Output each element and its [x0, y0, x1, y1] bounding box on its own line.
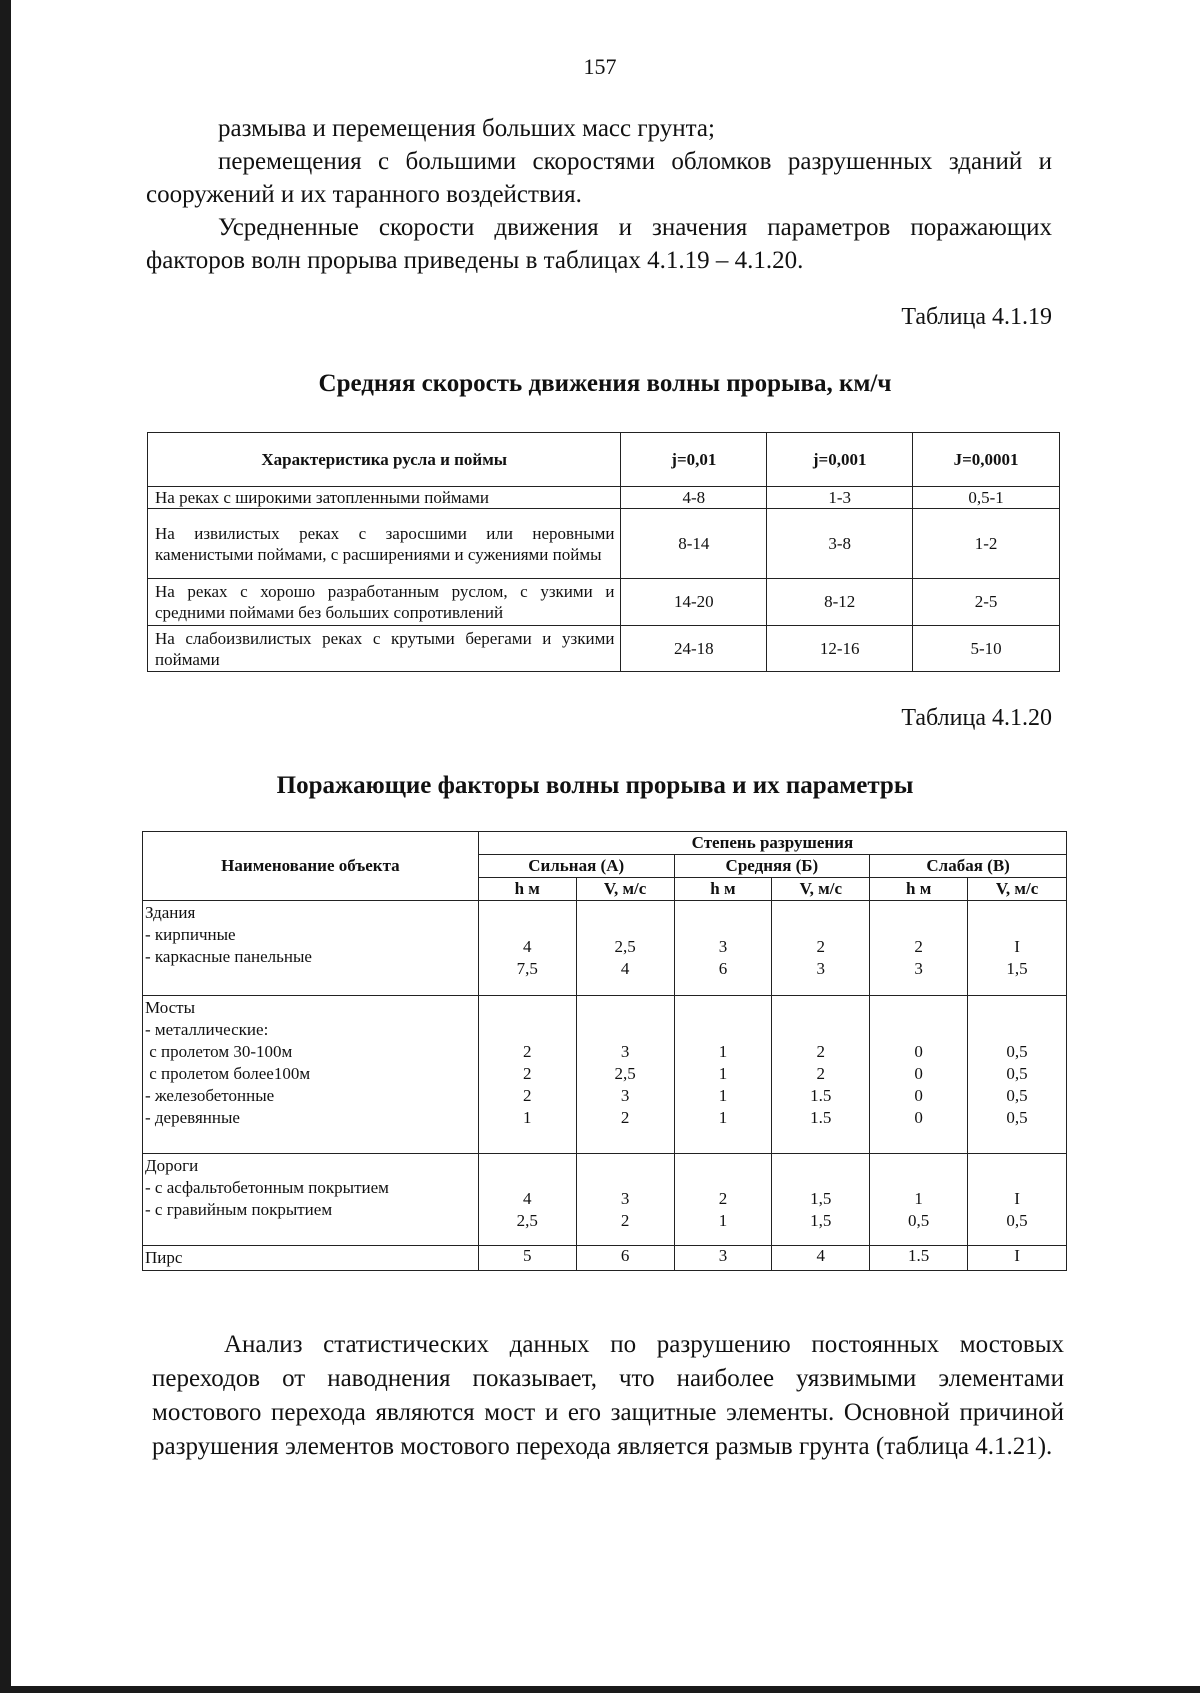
object-line: - с асфальтобетонным покрытием: [145, 1178, 389, 1197]
value: 0,5: [1006, 1042, 1028, 1061]
table2-value-cell: 1.5: [870, 1246, 968, 1271]
value: 1: [914, 1189, 923, 1208]
value: 3: [914, 959, 923, 978]
value: 4: [522, 1189, 532, 1208]
table2-sub-h: h м: [478, 878, 576, 901]
table2-value-cell: [478, 901, 576, 996]
table2-value-cell: 6: [576, 1246, 674, 1271]
value: 1: [718, 1042, 728, 1061]
object-line: - кирпичные: [145, 925, 236, 944]
table1-title: Средняя скорость движения волны прорыва, км/ч: [318, 370, 892, 397]
table-row: [143, 901, 1067, 996]
value: 0,5: [1006, 1086, 1028, 1105]
value: I: [1014, 937, 1020, 956]
table2-value-cell: [674, 901, 772, 996]
table-row: [143, 1246, 1067, 1271]
table1-value-cell: 0,5-1: [913, 487, 1060, 509]
table1-char-cell: На реках с широкими затопленными поймами: [148, 487, 621, 509]
table2-value-cell: [772, 996, 870, 1154]
value: 2: [816, 1042, 826, 1061]
table2-value-cell: [968, 996, 1067, 1154]
table2-value-cell: [674, 996, 772, 1154]
table2-sub-v: V, м/с: [772, 878, 870, 901]
table1-river-speed: [147, 432, 1060, 672]
object-line: Здания: [145, 903, 196, 922]
table2-value-cell: [968, 1154, 1067, 1246]
value: 1.5: [810, 1108, 832, 1127]
table2-value-cell: [870, 1154, 968, 1246]
table2-group-weak: Слабая (В): [870, 855, 1067, 878]
table2-header-degree: Степень разрушения: [478, 832, 1066, 855]
value: 0,5: [1006, 1064, 1028, 1083]
value: 2: [620, 1108, 630, 1127]
table1-char-cell: На извилистых реках с заросшими или неровными каменистыми поймами, с расширениями и сужениями поймы: [148, 509, 621, 579]
table1-header-characteristic: Характеристика русла и поймы: [148, 433, 621, 487]
table2-value-cell: [674, 1154, 772, 1246]
table1-header-row: [148, 433, 1060, 487]
value: 0: [914, 1108, 923, 1127]
object-line: с пролетом более100м: [145, 1064, 311, 1083]
table1-value-cell: 8-12: [767, 579, 913, 626]
table2-value-cell: [576, 996, 674, 1154]
value: 2: [816, 937, 826, 956]
outro-text: [152, 1328, 1064, 1464]
value: 1: [718, 1108, 728, 1127]
value: 2: [718, 1189, 728, 1208]
table1-value-cell: 24-18: [621, 626, 767, 672]
table1-char-cell: На реках с хорошо разработанным руслом, с узкими и средними поймами без больших сопротивлений: [148, 579, 621, 626]
table-row: [148, 509, 1060, 579]
value: 0,5: [1006, 1108, 1028, 1127]
table1-label: Таблица 4.1.19: [901, 304, 1052, 330]
table1-char-cell: На слабоизвилистых реках с крутыми берегами и узкими поймами: [148, 626, 621, 672]
value: 1.5: [810, 1086, 832, 1105]
value: 3: [620, 1042, 630, 1061]
value: 1: [718, 1086, 728, 1105]
table2-value-cell: [478, 996, 576, 1154]
table2-object-cell: [143, 996, 479, 1154]
table2-label: Таблица 4.1.20: [901, 705, 1052, 731]
value: 1: [718, 1064, 728, 1083]
object-line: Мосты: [145, 998, 196, 1017]
table2-title: Поражающие факторы волны прорыва и их параметры: [276, 772, 914, 799]
object-line: - железобетонные: [145, 1086, 275, 1105]
table2-value-cell: 5: [478, 1246, 576, 1271]
table2-value-cell: [870, 996, 968, 1154]
object-line: Пирс: [145, 1248, 183, 1267]
value: 2: [522, 1086, 532, 1105]
value: 2,5: [614, 937, 636, 956]
table-row: [148, 487, 1060, 509]
table1-value-cell: 4-8: [621, 487, 767, 509]
object-line: Дороги: [145, 1156, 199, 1175]
table1-header-j3: J=0,0001: [913, 433, 1060, 487]
table1-value-cell: 5-10: [913, 626, 1060, 672]
value: 1: [718, 1211, 728, 1230]
table1-header-j1: j=0,01: [621, 433, 767, 487]
table-row: [143, 996, 1067, 1154]
object-line: - каркасные панельные: [145, 947, 312, 966]
table2-value-cell: [968, 901, 1067, 996]
table1-value-cell: 14-20: [621, 579, 767, 626]
table1-header-j2: j=0,001: [767, 433, 913, 487]
table1-value-cell: 2-5: [913, 579, 1060, 626]
table2-value-cell: [772, 1154, 870, 1246]
table1-value-cell: 3-8: [767, 509, 913, 579]
table2-object-cell: [143, 1246, 479, 1271]
value: 0,5: [1006, 1211, 1028, 1230]
table1-value-cell: 1-3: [767, 487, 913, 509]
table2-object-cell: [143, 901, 479, 996]
intro-text: [146, 112, 1052, 277]
value: 3: [620, 1189, 630, 1208]
table-row: [143, 1154, 1067, 1246]
table1-value-cell: 12-16: [767, 626, 913, 672]
table2-value-cell: 4: [772, 1246, 870, 1271]
table-row: [148, 579, 1060, 626]
table-row: [148, 626, 1060, 672]
value: 2: [816, 1064, 826, 1083]
table2-sub-v: V, м/с: [968, 878, 1067, 901]
intro-paragraph-3: Усредненные скорости движения и значения параметров поражающих факторов волн прорыва приведены в таблицах 4.1.19 – 4.1.20.: [146, 214, 1052, 274]
scan-border-left: [0, 0, 11, 1693]
value: 3: [718, 937, 728, 956]
intro-paragraph-2: перемещения с большими скоростями обломков разрушенных зданий и сооружений и их таранного воздействия.: [146, 148, 1052, 208]
table2-value-cell: [870, 901, 968, 996]
table2-group-strong: Сильная (А): [478, 855, 674, 878]
table2-value-cell: I: [968, 1246, 1067, 1271]
value: 0: [914, 1064, 923, 1083]
table2-sub-h: h м: [674, 878, 772, 901]
object-line: - металлические:: [145, 1020, 269, 1039]
value: 2: [914, 937, 923, 956]
page-number: 157: [583, 54, 617, 79]
value: 2: [522, 1042, 532, 1061]
value: 2,5: [614, 1064, 636, 1083]
value: 1,5: [810, 1211, 832, 1230]
table2-value-cell: [576, 1154, 674, 1246]
value: 1,5: [1006, 959, 1028, 978]
value: 7,5: [516, 959, 538, 978]
table2-object-cell: [143, 1154, 479, 1246]
table2-sub-h: h м: [870, 878, 968, 901]
table2-value-cell: [478, 1154, 576, 1246]
table2-damage-factors: [142, 831, 1067, 1271]
value: 3: [816, 959, 826, 978]
outro-paragraph: Анализ статистических данных по разрушению постоянных мостовых переходов от наводнения показывает, что наиболее уязвимыми элементами мостового перехода являются мост и его защитные элементы. Основной причиной разрушения элементов мостового перехода является размыв грунта (таблица 4.1.21).: [152, 1331, 1064, 1460]
value: 0: [914, 1086, 923, 1105]
value: 0,5: [908, 1211, 930, 1230]
value: 0: [914, 1042, 923, 1061]
table1-value-cell: 8-14: [621, 509, 767, 579]
table1-value-cell: 1-2: [913, 509, 1060, 579]
value: 2: [620, 1211, 630, 1230]
value: I: [1014, 1189, 1020, 1208]
scan-border-bottom: [0, 1686, 1200, 1693]
value: 3: [620, 1086, 630, 1105]
value: 2,5: [516, 1211, 538, 1230]
intro-line-1: размыва и перемещения больших масс грунта;: [218, 115, 715, 142]
table2-sub-v: V, м/с: [576, 878, 674, 901]
value: 4: [522, 937, 532, 956]
value: 1,5: [810, 1189, 832, 1208]
object-line: - деревянные: [145, 1108, 240, 1127]
table2-header-object: Наименование объекта: [143, 832, 479, 901]
table2-header-row-1: [143, 832, 1067, 855]
value: 6: [718, 959, 728, 978]
object-line: - с гравийным покрытием: [145, 1200, 333, 1219]
table2-value-cell: [772, 901, 870, 996]
value: 1: [522, 1108, 532, 1127]
table2-value-cell: [576, 901, 674, 996]
table2-group-medium: Средняя (Б): [674, 855, 870, 878]
value: 4: [620, 959, 630, 978]
object-line: с пролетом 30-100м: [145, 1042, 293, 1061]
table2-value-cell: 3: [674, 1246, 772, 1271]
value: 2: [522, 1064, 532, 1083]
